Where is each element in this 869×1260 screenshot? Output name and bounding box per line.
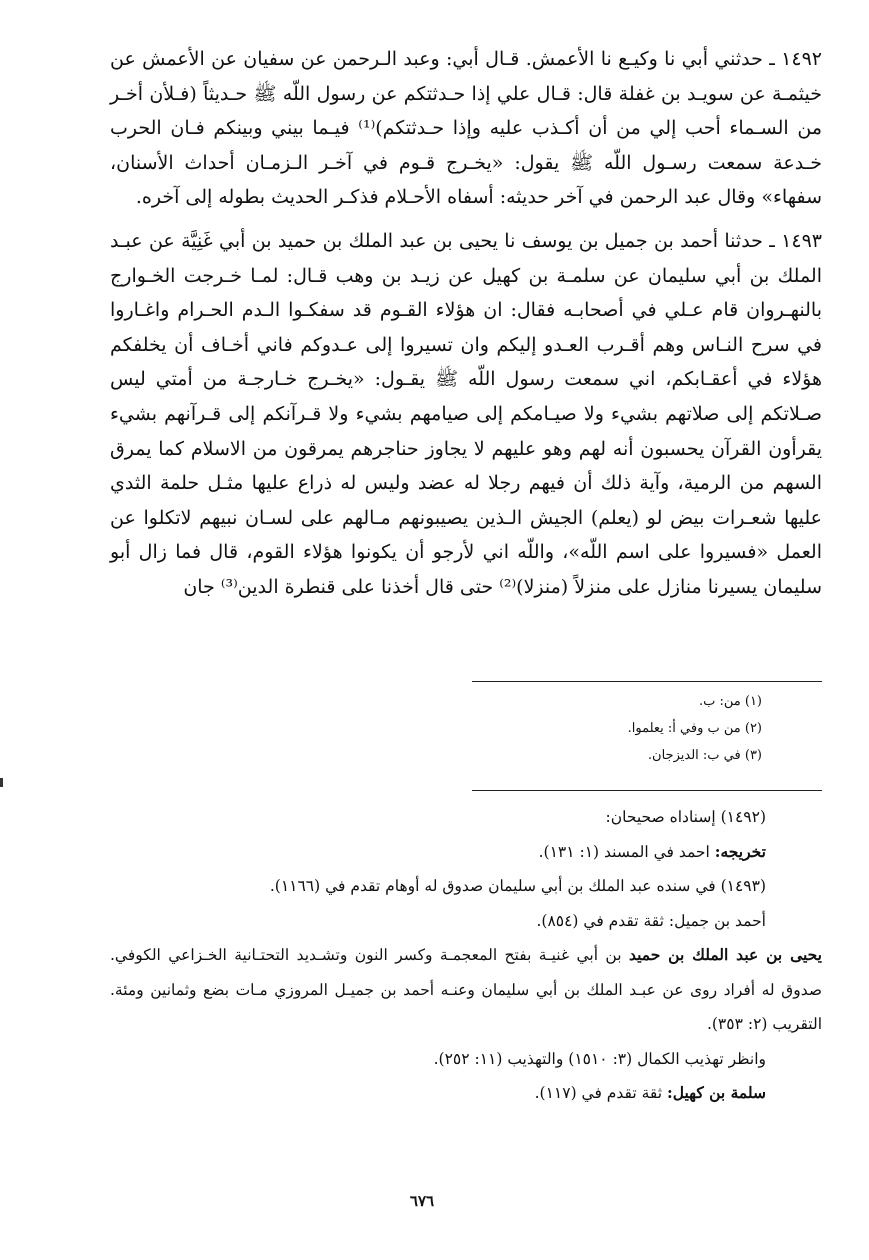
takhrij-line: يحيى بن عبد الملك بن حميد بن أبي غنيـة بفتح المعجمـة وكسر النون وتشـديد التحتـانية الخـزاعي الكوفي. صدوق له أفراد روى عن عبـد الملك بن أبي سليمان وعنـه أحمد بن جميـل المروزي مـات بضع وثمانين ومئة. التقريب (٢: ٣٥٣). — [110, 945, 822, 1033]
hadith-number: ١٤٩٣ — [781, 229, 822, 252]
hadith-1493 — [110, 224, 822, 605]
hadith-number: ١٤٩٢ — [781, 48, 822, 70]
hadith-1492 — [110, 42, 822, 215]
hadith-text — [110, 42, 822, 614]
takhrij-notes — [110, 800, 822, 1111]
narrator-name: سلمة بن كهيل: — [667, 1083, 766, 1102]
footnotes — [300, 688, 762, 769]
page-number: ٦٧٦ — [409, 1192, 435, 1210]
takhrij-line: (١٤٩٢) إسناداه صحيحان: — [605, 808, 766, 826]
footnote-2: (٢) من ب وفي أ: يعلموا. — [627, 721, 762, 736]
footnote-3: (٣) في ب: الديزجان. — [647, 748, 762, 763]
hadith-body: ـ حدثنا أحمد بن جميل بن يوسف نا يحيى بن عبد الملك بن حميد بن أبي غَنِيَّة عن عبـد الملك بن أبي سليمان عن سلمـة بن كهيل عن زيـد بن وهب قـال: لمـا خـرجت الخـوارج بالنهـروان قام عـلي في أصحابـه فقال: ان هؤلاء القـوم قد سفكـوا الـدم الحـرام واغـاروا في سرح النـاس وهم أقـرب العـدو إليكم وان تسيروا إلى عـدوكم فاني أخـاف أن يخلفكم هؤلاء في أعقـابكم، اني سمعت رسول اللّه ﷺ يقـول: «يخـرج خـارجـة من أمتي ليس صـلاتكم إلى صلاتهم بشيء ولا صيـامكم إلى صيامهم بشيء ولا قـرآنكم إلى قـرآنهم بشيء يقرأون القرآن يحسبون أنه لهم وهو عليهم لا يجاوز حناجرهم يمرقون من الاسلام كما يمرق السهم من الرمية، وآية ذلك أن فيهم رجلا له عضد وليس له ذراع عليها مثـل حلمة الثدي عليها شعـرات بيض لو (يعلم) الجيش الـذين يصيبونهم مـالهم على لسـان نبيهم لاتكلوا عن العمل «فسيروا على اسم اللّه»، واللّه اني لأرجو أن يكونوا هؤلاء القوم، قال فما زال أبو سليمان يسيرنا منازل على منزلاً (منزلا)⁽²⁾ حتى قال أخذنا على قنطرة الدين⁽³⁾ جان — [110, 229, 822, 598]
takhrij-line: وانظر تهذيب الكمال (٣: ١٥١٠) والتهذيب (١١: ٢٥٢). — [433, 1049, 766, 1068]
footnote-divider — [472, 681, 822, 682]
takhrij-label: تخريجه: — [714, 841, 766, 861]
takhrij-divider — [472, 790, 822, 791]
scan-mark — [0, 778, 3, 787]
narrator-name: يحيى بن عبد الملك بن حميد — [628, 945, 822, 964]
takhrij-line: سلمة بن كهيل: ثقة تقدم في (١١٧). — [534, 1083, 766, 1102]
takhrij-line: أحمد بن جميل: ثقة تقدم في (٨٥٤). — [536, 911, 766, 930]
hadith-body: ـ حدثني أبي نا وكيـع نا الأعمش. قـال أبي: وعبد الـرحمن عن سفيان عن الأعمش عن خيثمـة عن سويـد بن غفلة قال: قـال علي إذا حـدثتكم عن رسول اللّه ﷺ حـديثاً (فـلأن أخـر من السـماء أحب إلي من أن أكـذب عليه وإذا حـدثتكم)⁽¹⁾ فيـما بيني وبينكم فـان الحرب خـدعة سمعت رسـول اللّه ﷺ يقول: «يخـرج قـوم في آخـر الـزمـان أحداث الأسنان، سفهاء» وقال عبد الرحمن في آخر حديثه: أسفاه الأحـلام فذكـر الحديث بطوله إلى آخره. — [110, 48, 822, 209]
takhrij-line: تخريجه: احمد في المسند (١: ١٣١). — [538, 841, 766, 861]
takhrij-line: (١٤٩٣) في سنده عبد الملك بن أبي سليمان صدوق له أوهام تقدم في (١١٦٦). — [269, 877, 766, 895]
footnote-1: (١) من: ب. — [698, 694, 762, 709]
